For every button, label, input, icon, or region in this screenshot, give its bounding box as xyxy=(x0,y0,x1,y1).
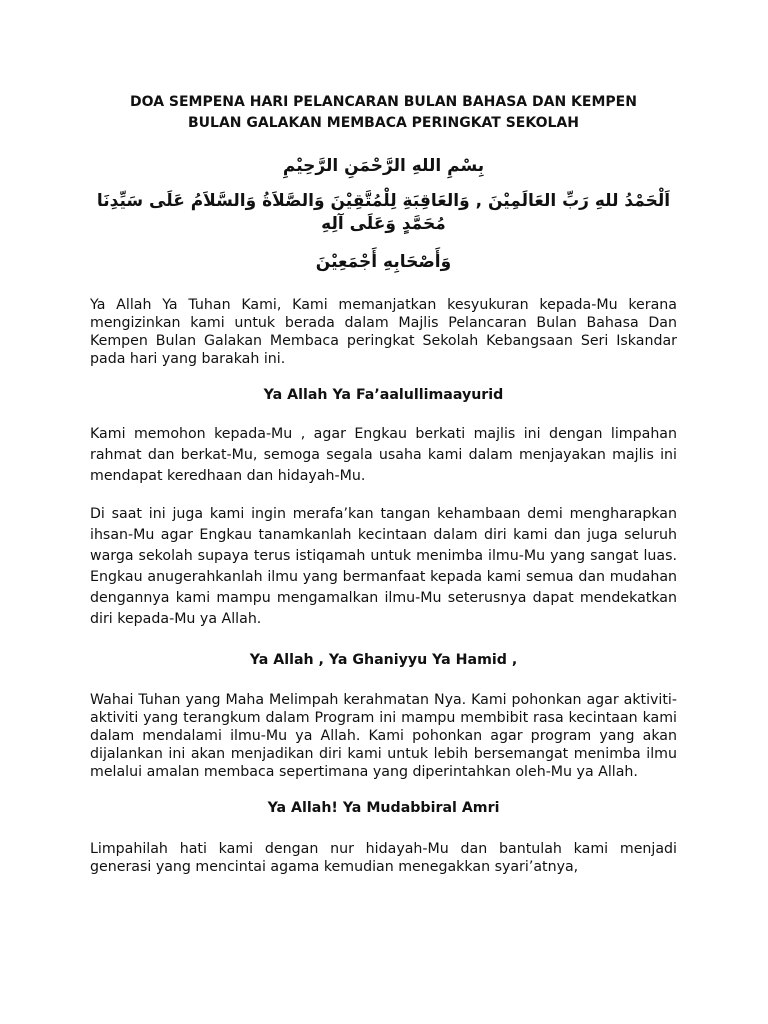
document-title xyxy=(90,92,677,134)
section-heading-2: Ya Allah , Ya Ghaniyyu Ya Hamid , xyxy=(249,652,518,668)
arabic-hamdalah: اَلْحَمْدُ للهِ رَبِّ العَالَمِيْنَ , وَالعَاقِبَةِ لِلْمُتَّقِيْنَ وَالصَّلاَةُ وَالسَّلاَمُ عَلَى سَيِّدِنَا مُحَمَّدٍ وَعَلَى آلِهِ xyxy=(96,191,671,234)
arabic-basmala: بِسْمِ اللهِ الرَّحْمَنِ الرَّحِيْمِ xyxy=(282,156,485,176)
paragraph-4: Limpahilah hati kami dengan nur hidayah-Mu dan bantulah kami menjadi generasi yang mencintai agama kemudian menegakkan syari’atnya, xyxy=(90,841,677,875)
paragraph-2: Di saat ini juga kami ingin merafa’kan tangan kehambaan demi mengharapkan ihsan-Mu agar Engkau tanamkanlah kecintaan dalam diri kami dan juga seluruh warga sekolah supaya terus istiqamah untuk menimba ilmu-Mu yang sangat luas. Engkau anugerahkanlah ilmu yang bermanfaat kepada kami semua dan mudahan dengannya kami mampu mengamalkan ilmu-Mu seterusnya dapat mendekatkan diri kepada-Mu ya Allah. xyxy=(90,506,677,627)
title-line-1: DOA SEMPENA HARI PELANCARAN BULAN BAHASA DAN KEMPEN xyxy=(130,94,637,110)
section-heading-3: Ya Allah! Ya Mudabbiral Amri xyxy=(267,800,500,816)
document-body xyxy=(90,92,677,876)
section-heading-1: Ya Allah Ya Fa’aalullimaayurid xyxy=(263,387,504,403)
paragraph-1: Kami memohon kepada-Mu , agar Engkau berkati majlis ini dengan limpahan rahmat dan berkat-Mu, semoga segala usaha kami dalam menjayakan majlis ini mendapat keredhaan dan hidayah-Mu. xyxy=(90,426,677,484)
title-line-2: BULAN GALAKAN MEMBACA PERINGKAT SEKOLAH xyxy=(188,115,579,131)
arabic-ashab: وَأَصْحَابِهِ أَجْمَعِيْنَ xyxy=(315,252,452,272)
intro-paragraph: Ya Allah Ya Tuhan Kami, Kami memanjatkan kesyukuran kepada-Mu kerana mengizinkan kami untuk berada dalam Majlis Pelancaran Bulan Bahasa Dan Kempen Bulan Galakan Membaca peringkat Sekolah Kebangsaan Seri Iskandar pada hari yang barakah ini. xyxy=(90,297,677,367)
paragraph-3: Wahai Tuhan yang Maha Melimpah kerahmatan Nya. Kami pohonkan agar aktiviti-aktiviti yang terangkum dalam Program ini mampu membibit rasa kecintaan kami dalam mendalami ilmu-Mu ya Allah. Kami pohonkan agar program yang akan dijalankan ini akan menjadikan diri kami untuk lebih bersemangat menimba ilmu melalui amalan membaca sepertimana yang diperintahkan oleh-Mu ya Allah. xyxy=(90,692,677,780)
